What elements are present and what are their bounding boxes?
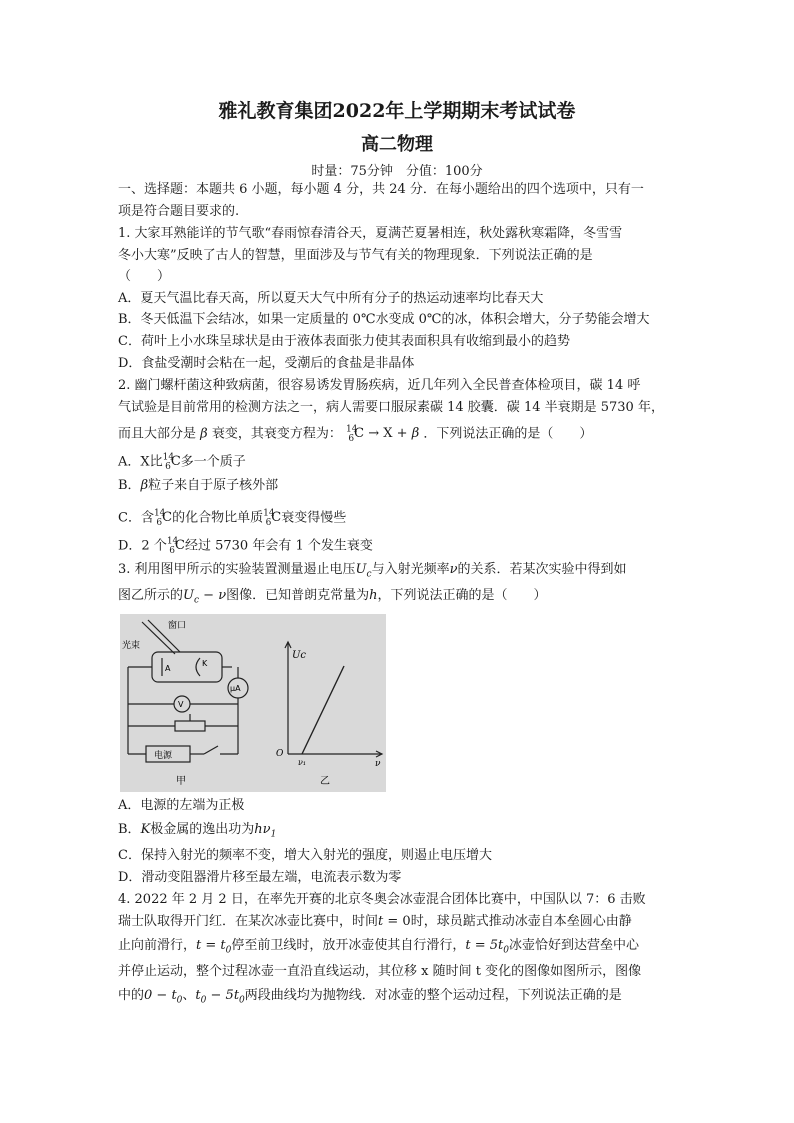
q1-stem-2: 冬小大寒”反映了古人的智慧，里面涉及与节气有关的物理现象．下列说法正确的是	[118, 248, 593, 263]
nu1-label: ν₁	[298, 758, 307, 767]
q4-line-3c: 冰壶恰好到达营垒中心	[509, 938, 640, 953]
switch	[204, 746, 218, 754]
q2-stem-3b: 衰变，其衰变方程为：	[211, 426, 342, 442]
q2-stem-3c: ．下列说法正确的是（ ）	[423, 426, 593, 442]
q4-line-3a: 止向前滑行，	[118, 938, 197, 953]
k-symbol: K	[140, 822, 151, 837]
q2-option-c-text3: 衰变得慢些	[281, 510, 347, 526]
origin-label: O	[276, 749, 284, 759]
q2-option-d	[118, 532, 688, 561]
q4-line-3b: 停至前卫线时，放开冰壶使其自行滑行，	[231, 938, 466, 953]
range-0-t0: $0 - t_0$	[144, 988, 183, 1006]
c14-symbol: $^{14}_6$C	[153, 509, 173, 528]
q2-option-c-text2: 的化合物比单质	[172, 510, 264, 526]
q3-option-d: D．滑动变阻器滑片移至最左端，电流表示数为零	[118, 870, 402, 885]
q2-stem-3	[118, 420, 688, 449]
q1-stem-3: （ ）	[118, 269, 171, 284]
t-eq-t0: $t = t_0$	[196, 938, 232, 956]
c14-symbol: $^{14}_6$C	[162, 453, 181, 472]
section-intro-2: 项是符合题目要求的.	[118, 204, 240, 219]
section-intro-1: 一、选择题：本题共 6 小题，每小题 4 分，共 24 分．在每小题给出的四个选项中，只有一	[118, 182, 644, 197]
h-symbol: h	[369, 588, 378, 603]
beta-symbol: β	[200, 426, 208, 442]
q1-option-c: C．荷叶上小水珠呈球状是由于液体表面张力使其表面积具有收缩到最小的趋势	[118, 334, 570, 349]
q2-option-b	[118, 476, 688, 496]
q4-line-2: 瑞士队取得开门红．在某次冰壶比赛中，时间t = 0时，球员踮式推动冰壶自本垒圆心由静	[118, 914, 632, 929]
q2-option-b-text2: 粒子来自于原子核外部	[148, 478, 279, 493]
exam-subject: 高二物理	[361, 134, 433, 155]
window-label: 窗口	[168, 621, 187, 631]
q2-option-a-text2: 多一个质子	[180, 454, 246, 470]
beta-symbol: β	[140, 478, 149, 493]
q1-option-b: B．冬天低温下会结冰，如果一定质量的 0℃水变成 0℃的冰，体积会增大，分子势能会增大	[118, 312, 650, 327]
q3-stem-1c: 的关系．若某次实验中得到如	[457, 562, 627, 577]
q3-option-b-text1: B．	[118, 822, 141, 837]
q4-line-5b: 、	[182, 988, 196, 1003]
q2-stem-1: 2. 幽门螺杆菌这种致病菌，很容易诱发胃肠疾病，近几年列入全民普查体检项目，碳 14 呼	[118, 378, 641, 393]
q4-line-3	[118, 936, 688, 961]
t-eq-0: t	[378, 914, 384, 929]
q1-stem-1: 1. 大家耳熟能详的节气歌“春雨惊春清谷天，夏满芒夏暑相连，秋处露秋寒霜降，冬雪雪	[118, 226, 623, 241]
x-axis-label: ν	[375, 759, 381, 769]
q3-stem-2c: ，下列说法正确的是（ ）	[377, 588, 547, 603]
decay-equation: $^{14}_6$C → X + β	[345, 425, 420, 444]
q2-option-d-text2: 经过 5730 年会有 1 个发生衰变	[184, 538, 373, 554]
fig1-caption: 甲	[176, 776, 186, 787]
cathode-k-label: K	[202, 659, 208, 668]
q2-option-d-text1: D．2 个	[118, 538, 167, 554]
q4-line-5	[118, 986, 688, 1011]
q3-stem-1b: 与入射光频率	[371, 562, 450, 577]
q2-option-a	[118, 448, 688, 477]
q4-line-2b: 时，球员踮式推动冰壶自本垒圆心由静	[410, 914, 632, 929]
q3-option-b	[118, 820, 688, 845]
q3-option-b-text2: 极金属的逸出功为	[150, 822, 255, 837]
exam-meta: 时量：75分钟 分值：100分	[311, 164, 483, 179]
q3-figure	[120, 614, 386, 792]
q4-line-5c: 两段曲线均为抛物线．对冰壶的整个运动过程，下列说法正确的是	[244, 988, 622, 1003]
y-axis-label: Uc	[292, 650, 307, 661]
fig2-caption: 乙	[320, 776, 330, 787]
range-t0-5t0: $t_0 - 5t_0$	[195, 988, 245, 1006]
nu-symbol: ν	[449, 562, 458, 577]
q3-stem-2	[118, 586, 688, 611]
t-eq-5t0: $t = 5t_0$	[465, 938, 509, 956]
q3-stem-2a: 图乙所示的	[118, 588, 184, 603]
q3-stem-1	[118, 560, 688, 585]
h-nu1-symbol: $h\nu_1$	[254, 822, 277, 840]
q2-stem-2: 气试验是目前常用的检测方法之一，病人需要口服尿素碳 14 胶囊．碳 14 半衰期是 5730 年，	[118, 400, 664, 415]
q1-option-a: A．夏天气温比春天高，所以夏天大气中所有分子的热运动速率均比春天大	[118, 291, 544, 306]
exam-title: 雅礼教育集团2022年上学期期末考试试卷	[218, 100, 576, 122]
q3-stem-1a: 3. 利用图甲所示的实验装置测量遏止电压	[118, 562, 356, 577]
light-label: 光束	[122, 641, 141, 651]
q2-option-c	[118, 504, 688, 533]
c14-symbol: $^{14}_6$C	[263, 509, 282, 528]
uc-nu-line	[302, 666, 344, 754]
uc-nu-symbol: $U_c - \nu$	[183, 588, 227, 606]
q4-line-5a: 中的	[118, 988, 145, 1003]
q4-line-4: 并停止运动，整个过程冰壶一直沿直线运动，其位移 x 随时间 t 变化的图像如图所示，图像	[118, 964, 642, 979]
source-label: 电源	[154, 751, 173, 761]
uc-symbol: $U_c$	[355, 562, 372, 580]
rheostat	[175, 721, 205, 731]
q3-option-a: A．电源的左端为正极	[118, 798, 245, 813]
q1-option-d: D．食盐受潮时会粘在一起，受潮后的食盐是非晶体	[118, 356, 415, 371]
cathode-k	[196, 658, 200, 676]
q2-option-c-text1: C．含	[118, 510, 154, 526]
plate-a-label: A	[165, 664, 171, 673]
q3-figure-svg	[120, 614, 386, 792]
voltmeter-label: V	[178, 700, 184, 709]
q4-line-2a: 瑞士队取得开门红．在某次冰壶比赛中，时间	[118, 914, 379, 929]
q2-stem-3a: 而且大部分是	[118, 426, 197, 442]
q3-stem-2b: 图像．已知普朗克常量为	[226, 588, 370, 603]
q2-option-a-text1: A．X比	[118, 454, 163, 470]
q3-option-c: C．保持入射光的频率不变，增大入射光的强度，则遏止电压增大	[118, 848, 492, 863]
c14-symbol: $^{14}_6$C	[166, 537, 185, 556]
q2-option-b-text1: B．	[118, 478, 141, 493]
microammeter-label: μA	[230, 684, 241, 693]
q4-line-1: 4. 2022 年 2 月 2 日，在率先开赛的北京冬奥会冰壶混合团体比赛中，中国队以 7：6 击败	[118, 892, 646, 907]
